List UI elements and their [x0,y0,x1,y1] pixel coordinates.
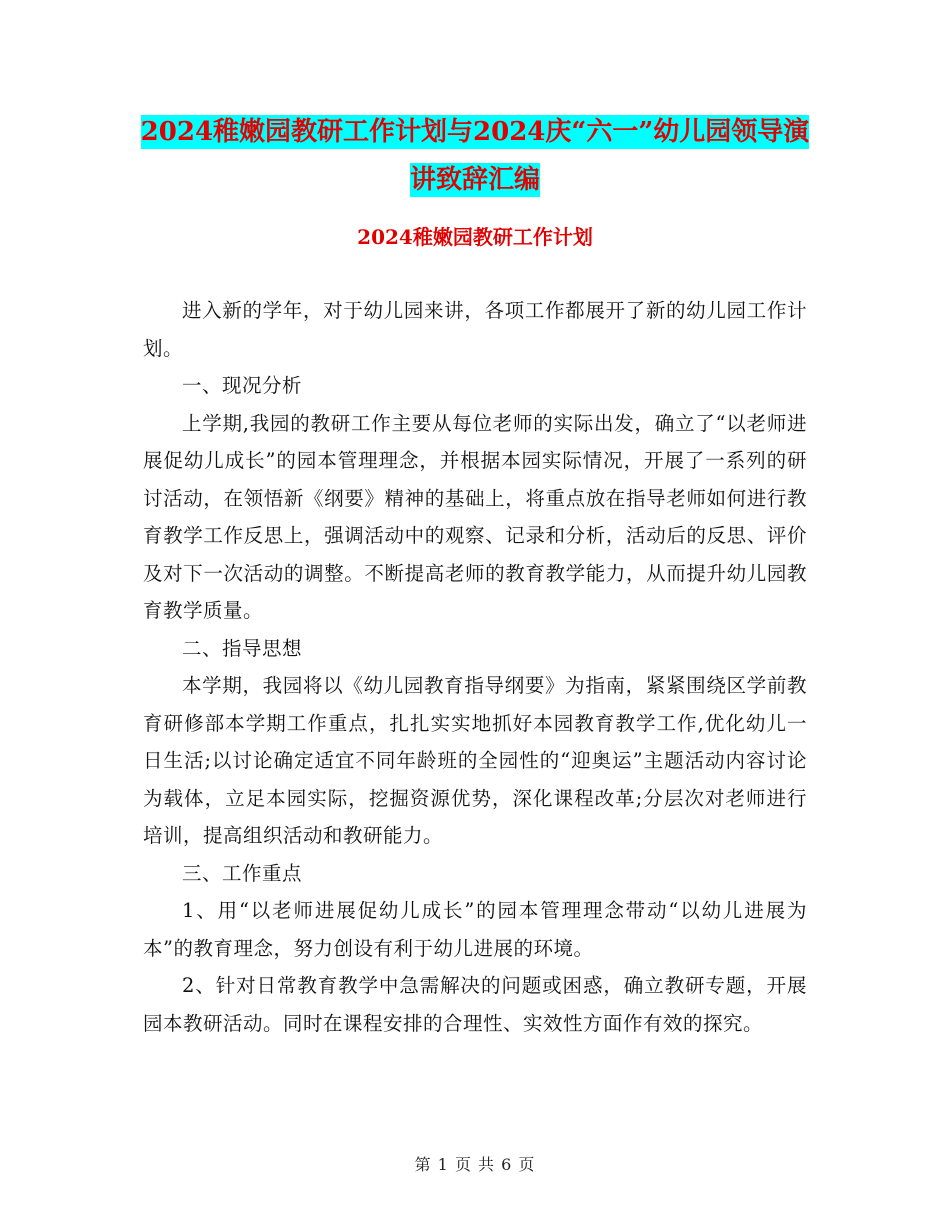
section-title: 2024稚嫩园教研工作计划 [357,225,593,249]
paragraph-situation-analysis: 上学期,我园的教研工作主要从每位老师的实际出发，确立了“以老师进展促幼儿成长”的园本管理理念，并根据本园实际情况，开展了一系列的研讨活动，在领悟新《纲要》精神的基础上，将重点放在指导老师如何进行教育教学工作反思上，强调活动中的观察、记录和分析，活动后的反思、评价及对下一次活动的调整。不断提高老师的教育教学能力，从而提升幼儿园教育教学质量。 [143,411,807,622]
document-title-text: 2024稚嫩园教研工作计划与2024庆“六一”幼儿园领导演讲致辞汇编 [140,117,810,195]
paragraph-work-focus-2: 2、针对日常教育教学中急需解决的问题或困惑，确立教研专题，开展园本教研活动。同时在课程安排的合理性、实效性方面作有效的探究。 [143,974,807,1035]
heading-work-focus: 三、工作重点 [182,861,303,885]
paragraph-guiding-thought: 本学期，我园将以《幼儿园教育指导纲要》为指南，紧紧围绕区学前教育研修部本学期工作重点，扎扎实实地抓好本园教育教学工作,优化幼儿一日生活;以讨论确定适宜不同年龄班的全园性的“迎奥运”主题活动内容讨论为载体，立足本园实际，挖掘资源优势，深化课程改革;分层次对老师进行培训，提高组织活动和教研能力。 [143,674,807,847]
document-title [140,108,810,204]
paragraph-work-focus-1: 1、用“以老师进展促幼儿成长”的园本管理理念带动“以幼儿进展为本”的教育理念，努力创设有利于幼儿进展的环境。 [143,899,807,960]
paragraph-intro: 进入新的学年，对于幼儿园来讲，各项工作都展开了新的幼儿园工作计划。 [143,299,807,360]
heading-guiding-thought: 二、指导思想 [182,636,303,660]
document-body [143,292,807,1042]
page-number-footer: 第 1 页 共 6 页 [414,1155,536,1174]
heading-situation-analysis: 一、现况分析 [182,374,303,397]
